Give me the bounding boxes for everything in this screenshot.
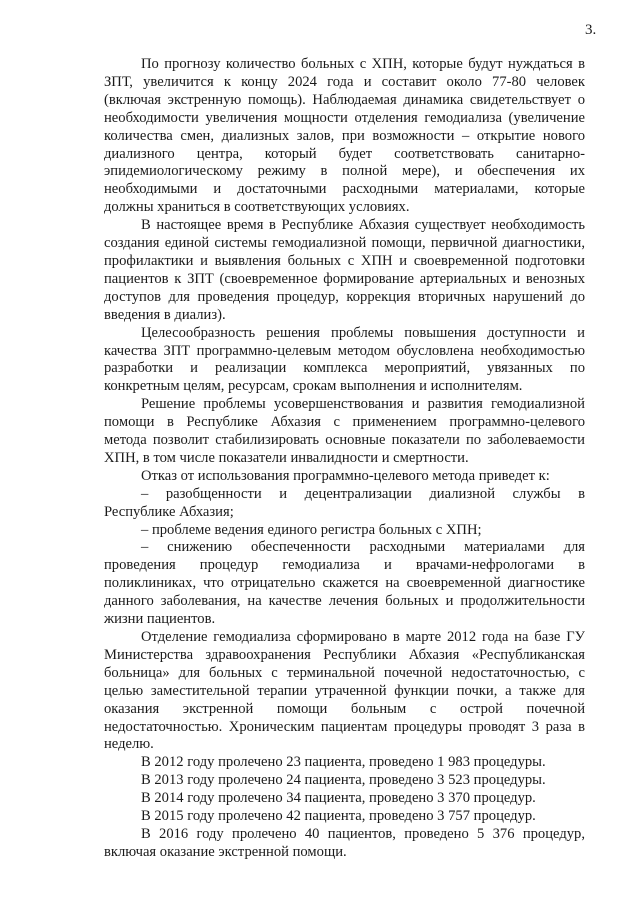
text-line: больница» для больных с терминальной почечной недостаточностью, с (104, 664, 585, 681)
text-line: метода позволит стабилизировать основные показатели по заболеваемости (104, 432, 585, 449)
text-line: Решение проблемы усовершенствования и развития гемодиализной (141, 396, 585, 413)
text-line: Целесообразность решения проблемы повышения доступности и (141, 324, 585, 341)
text-line: ЗПТ, увеличится к концу 2024 года и составит около 77-80 человек (104, 73, 585, 90)
text-line: ХПН, в том числе показатели инвалидности и смертности. (104, 449, 469, 466)
text-line: (включая экстренную помощь). Наблюдаемая динамика свидетельствует о (104, 91, 585, 108)
text-line: необходимости увеличения мощности отделения гемодиализа (увеличение (104, 109, 585, 126)
text-line: В настоящее время в Республике Абхазия существует необходимость (141, 217, 585, 234)
text-line: поликлиниках, что отрицательно скажется на своевременной диагностике (104, 575, 585, 592)
page-number: 3. (585, 22, 597, 38)
text-line: целью заместительной терапии утраченной функции почки, а также для (104, 682, 585, 699)
paragraph (104, 217, 585, 324)
text-line: количества смен, диализных залов, при возможности – открытие нового (104, 127, 585, 144)
text-line: оказания экстренной помощи больным с острой почечной (104, 700, 585, 717)
text-line: должны храниться в соответствующих условиях. (104, 199, 410, 216)
text-line: включая оказание экстренной помощи. (104, 843, 347, 860)
paragraph (104, 468, 585, 486)
paragraph (104, 56, 585, 217)
document-body (104, 56, 585, 862)
text-line: В 2012 году пролечено 23 пациента, проведено 1 983 процедуры. (141, 754, 546, 771)
text-line: качества ЗПТ программно-целевым методом обусловлена необходимостью (104, 342, 585, 359)
paragraph (104, 808, 585, 826)
text-line: Министерства здравоохранения Республики Абхазия «Республиканская (104, 646, 585, 663)
paragraph (104, 629, 585, 754)
text-line: – проблеме ведения единого регистра больных с ХПН; (141, 521, 482, 538)
text-line: пациентов к ЗПТ (своевременное формирование артериальных и венозных (104, 270, 585, 287)
text-line: По прогнозу количество больных с ХПН, которые будут нуждаться в (141, 56, 585, 72)
text-line: Отделение гемодиализа сформировано в марте 2012 года на базе ГУ (141, 629, 585, 645)
text-line: профилактики и выявления больных с ХПН и своевременной подготовки (104, 252, 585, 269)
text-line: введения в диализ). (104, 306, 226, 323)
text-line: В 2015 году пролечено 42 пациента, проведено 3 757 процедур. (141, 808, 536, 825)
text-line: В 2013 году пролечено 24 пациента, проведено 3 523 процедуры. (141, 772, 546, 789)
text-line: неделю. (104, 736, 154, 753)
text-line: необходимыми и достаточными расходными материалами, которые (104, 181, 585, 198)
text-line: В 2016 году пролечено 40 пациентов, проведено 5 376 процедур, (141, 825, 585, 842)
paragraph (104, 754, 585, 772)
text-line: жизни пациентов. (104, 611, 216, 628)
text-line: В 2014 году пролечено 34 пациента, проведено 3 370 процедур. (141, 790, 536, 807)
paragraph (104, 772, 585, 790)
paragraph (104, 486, 585, 522)
paragraph (104, 539, 585, 629)
text-line: недостаточностью. Хроническим пациентам процедуры проводят 3 раза в (104, 718, 585, 735)
text-line: Республике Абхазия; (104, 503, 234, 520)
text-line: – разобщенности и децентрализации диализной службы в (141, 485, 585, 502)
paragraph (104, 790, 585, 808)
paragraph (104, 396, 585, 468)
text-line: помощи в Республике Абхазия с применением программно-целевого (104, 414, 585, 431)
paragraph (104, 826, 585, 862)
text-line: проведения процедур гемодиализа и врачами-нефрологами в (104, 557, 585, 574)
text-line: – снижению обеспеченности расходными материалами для (141, 539, 585, 556)
text-line: данного заболевания, на качестве лечения больных и продолжительности (104, 593, 585, 610)
paragraph (104, 325, 585, 397)
text-line: разработки и реализации комплекса мероприятий, увязанных по (104, 360, 585, 377)
text-line: доступов для проведения процедур, коррекция вторичных нарушений до (104, 288, 585, 305)
paragraph (104, 522, 585, 540)
text-line: конкретным целям, ресурсам, срокам выполнения и исполнителям. (104, 378, 523, 395)
text-line: эпидемиологическому режиму в полной мере), и обеспечения их (104, 163, 585, 180)
text-line: диализного центра, который будет соответствовать санитарно- (104, 145, 585, 162)
text-line: Отказ от использования программно-целевого метода приведет к: (141, 467, 550, 484)
text-line: создания единой системы гемодиализной помощи, первичной диагностики, (104, 235, 585, 252)
